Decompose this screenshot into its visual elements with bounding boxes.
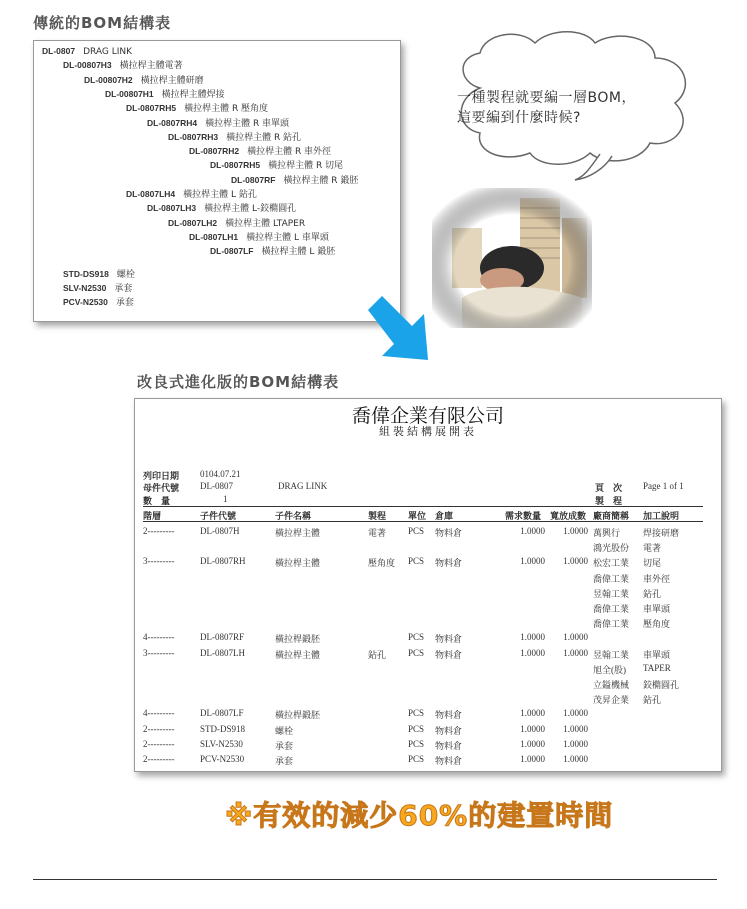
bom-tree-desc: 承套 <box>114 283 133 294</box>
parent-name-value: DRAG LINK <box>278 481 328 491</box>
table-cell: PCS <box>408 708 425 719</box>
bom-tree-row <box>147 203 296 215</box>
table-cell: SLV-N2530 <box>200 738 243 749</box>
table-cell-vendor: 茂昇企業 <box>593 695 630 706</box>
table-cell: 承套 <box>275 740 294 751</box>
table-cell-qty: 1.0000 <box>520 526 545 536</box>
table-cell-vendor: 喬偉工業 <box>593 604 630 614</box>
table-cell-allow: 1.0000 <box>563 632 588 643</box>
table-cell-vendor: 昱翰工業 <box>593 649 630 660</box>
table-header-cell: 寬放成數 <box>550 511 587 521</box>
table-cell-qty: 1.0000 <box>520 754 545 764</box>
bom-tree-row <box>63 297 134 309</box>
table-cell: PCS <box>408 723 425 734</box>
bom-tree-code: DL-0807RH4 <box>147 117 198 128</box>
table-cell: 3--------- <box>143 647 175 658</box>
table-cell: STD-DS918 <box>200 723 246 734</box>
table-cell-vendor: 萬興行 <box>593 528 621 538</box>
table-cell-allow: 1.0000 <box>563 556 588 567</box>
table-cell: 物料倉 <box>435 528 463 538</box>
table-cell: 4--------- <box>143 632 175 643</box>
table-cell-vendor: 旭全(股) <box>593 664 626 675</box>
table-cell-qty: 1.0000 <box>520 738 545 749</box>
table-header-cell: 製程 <box>368 511 387 521</box>
bom-tree-code: DL-00807H2 <box>84 74 133 85</box>
bom-tree-row <box>168 218 305 230</box>
table-header-cell: 子件代號 <box>200 511 237 521</box>
table-cell-process-desc: TAPER <box>643 662 671 673</box>
table-cell: 物料倉 <box>435 740 463 751</box>
table-cell-qty: 1.0000 <box>520 556 545 567</box>
table-cell-process-desc: 壓角度 <box>643 619 671 630</box>
bom-tree-code: DL-00807H1 <box>105 88 154 99</box>
table-cell: 2--------- <box>143 723 175 734</box>
improvement-banner: ※有效的減少60%的建置時間 <box>225 799 614 832</box>
speech-line-1: 一種製程就要編一層BOM， <box>457 90 636 106</box>
bom-tree-code: DL-0807LH1 <box>189 231 239 242</box>
bom-tree-desc: 橫拉桿主體 R 壓角度 <box>184 104 269 115</box>
bom-tree-row <box>63 283 132 295</box>
table-cell-process-desc: 鉆孔 <box>643 588 662 599</box>
legacy-bom-heading: 傳統的BOM結構表 <box>33 14 172 32</box>
table-cell: DL-0807LF <box>200 708 244 719</box>
bom-tree-desc: 橫拉桿主體研磨 <box>140 75 204 86</box>
bom-tree-row <box>63 269 135 281</box>
table-cell: DL-0807LH <box>200 647 245 658</box>
table-cell: 物料倉 <box>435 725 463 736</box>
table-cell: 物料倉 <box>435 649 463 660</box>
bom-tree-row <box>147 118 289 130</box>
bom-tree-desc: 橫拉桿主體焊接 <box>161 89 225 100</box>
table-cell-qty: 1.0000 <box>520 708 545 719</box>
bom-tree-desc: DRAG LINK <box>83 47 133 57</box>
bom-tree-desc: 橫拉桿主體 LTAPER <box>225 218 306 229</box>
table-header-cell: 單位 <box>408 511 427 521</box>
table-cell-vendor: 喬偉工業 <box>593 619 630 630</box>
table-header-cell: 廠商簡稱 <box>593 511 630 521</box>
bom-tree-desc: 橫拉桿主體 L-鉸橢圓孔 <box>204 204 297 215</box>
tired-worker-photo <box>432 188 592 328</box>
page-value: Page 1 of 1 <box>643 481 684 491</box>
table-cell-vendor: 鴻光股份 <box>593 543 630 554</box>
table-header-cell: 需求數量 <box>505 511 542 521</box>
bom-tree-row <box>126 189 257 201</box>
table-cell-vendor: 喬偉工業 <box>593 573 630 584</box>
table-cell: PCS <box>408 632 425 643</box>
bom-tree-code: DL-0807RH2 <box>189 146 240 157</box>
table-cell-vendor: 松宏工業 <box>593 558 630 569</box>
bom-tree-code: DL-00807H3 <box>63 60 112 71</box>
bom-tree-desc: 橫拉桿主體 L 鉆孔 <box>183 190 257 200</box>
table-cell: 橫拉桿主體 <box>275 558 321 569</box>
page-label: 頁 次 <box>595 483 623 493</box>
bom-tree-row <box>84 75 204 87</box>
bom-tree-desc: 橫拉桿主體 R 鉆孔 <box>226 132 302 143</box>
bom-tree-desc: 橫拉桿主體電著 <box>119 61 183 72</box>
footer-divider <box>33 879 717 880</box>
table-cell: 電著 <box>368 528 387 538</box>
bom-tree-desc: 螺栓 <box>116 269 135 280</box>
table-cell: 物料倉 <box>435 634 463 645</box>
table-cell-allow: 1.0000 <box>563 738 588 749</box>
bom-tree-desc: 橫拉桿主體 R 車外徑 <box>247 147 332 158</box>
table-cell-process-desc: 鉸橢圓孔 <box>643 680 680 690</box>
table-cell: 物料倉 <box>435 710 463 721</box>
table-cell: 鉆孔 <box>368 649 387 660</box>
table-header-cell: 加工說明 <box>643 511 680 521</box>
bom-tree-code: DL-0807RF <box>231 174 276 185</box>
bom-tree-code: DL-0807LH4 <box>126 189 176 199</box>
print-date-label: 列印日期 <box>143 471 180 481</box>
improved-bom-heading: 改良式進化版的BOM結構表 <box>137 373 340 391</box>
table-cell-allow: 1.0000 <box>563 754 588 764</box>
table-cell: 橫拉桿鍛胚 <box>275 710 321 721</box>
bom-tree-code: DL-0807LH3 <box>147 203 197 214</box>
table-cell: PCS <box>408 647 425 658</box>
bom-tree-code: DL-0807RH5 <box>126 103 177 114</box>
process-label: 製 程 <box>595 496 623 506</box>
qty-value: 1 <box>223 494 228 504</box>
bom-tree-desc: 橫拉桿主體 L 鍛胚 <box>261 247 336 258</box>
table-cell: PCS <box>408 526 425 536</box>
table-cell: 橫拉桿鍛胚 <box>275 634 321 645</box>
table-cell-vendor: 立鎰機械 <box>593 680 630 690</box>
table-cell: PCS <box>408 556 425 567</box>
table-cell-process-desc: 電著 <box>643 543 662 554</box>
table-cell-qty: 1.0000 <box>520 647 545 658</box>
table-cell-allow: 1.0000 <box>563 708 588 719</box>
table-cell: 2--------- <box>143 738 175 749</box>
table-cell: DL-0807RF <box>200 632 245 643</box>
bom-tree-row <box>126 103 268 115</box>
bom-tree-desc: 橫拉桿主體 L 車單頭 <box>246 232 329 243</box>
table-cell-process-desc: 車外徑 <box>643 573 671 584</box>
bom-tree-code: PCV-N2530 <box>63 297 108 308</box>
bom-tree-code: DL-0807 <box>42 46 76 56</box>
table-cell-process-desc: 車單頭 <box>643 604 671 614</box>
table-cell: PCV-N2530 <box>200 754 245 764</box>
table-cell-process-desc: 切尾 <box>643 558 662 569</box>
bom-tree-row <box>189 232 329 244</box>
table-cell: 承套 <box>275 756 294 766</box>
bom-tree-desc: 橫拉桿主體 R 車單頭 <box>205 118 290 129</box>
speech-bubble-text <box>457 88 692 128</box>
table-header-cell: 倉庫 <box>435 511 454 521</box>
bom-report-panel <box>134 398 722 772</box>
speech-line-2: 這要編到什麼時候? <box>457 110 581 126</box>
bom-tree-row <box>42 46 132 58</box>
table-cell-process-desc: 鉆孔 <box>643 695 662 706</box>
table-cell-process-desc: 車單頭 <box>643 649 671 660</box>
table-cell: 物料倉 <box>435 756 463 766</box>
company-name: 喬偉企業有限公司 <box>351 405 504 427</box>
table-cell: 壓角度 <box>368 558 396 569</box>
bom-tree-code: DL-0807RH3 <box>168 131 219 142</box>
table-cell-allow: 1.0000 <box>563 647 588 658</box>
bom-tree-code: DL-0807RH5 <box>210 160 261 171</box>
bom-tree-desc: 橫拉桿主體 R 切尾 <box>268 161 344 172</box>
table-header-cell: 階層 <box>143 511 162 521</box>
bom-tree-row <box>189 146 331 158</box>
bom-tree-row <box>210 246 335 258</box>
bom-tree-code: DL-0807LH2 <box>168 217 218 228</box>
bom-tree-code: STD-DS918 <box>63 268 109 279</box>
qty-label: 數 量 <box>143 496 171 506</box>
table-cell: 2--------- <box>143 526 175 536</box>
table-header-cell: 子件名稱 <box>275 511 312 521</box>
table-cell: 4--------- <box>143 708 175 719</box>
parent-code-label: 母件代號 <box>143 483 180 493</box>
table-cell-process-desc: 焊接研磨 <box>643 528 680 538</box>
bom-tree-row <box>63 60 183 72</box>
print-date-value: 0104.07.21 <box>200 469 241 479</box>
table-cell-allow: 1.0000 <box>563 526 588 536</box>
bom-tree-desc: 承套 <box>115 298 134 309</box>
table-cell-qty: 1.0000 <box>520 723 545 734</box>
table-cell-allow: 1.0000 <box>563 723 588 734</box>
table-cell: 橫拉桿主體 <box>275 649 321 660</box>
bom-tree-row <box>168 132 301 144</box>
bom-tree-row <box>105 89 225 101</box>
header-top-rule <box>143 506 703 507</box>
table-cell: PCS <box>408 754 425 764</box>
bom-tree-code: DL-0807LF <box>210 246 254 257</box>
table-cell: 橫拉桿主體 <box>275 528 321 538</box>
bom-tree-desc: 橫拉桿主體 R 鍛胚 <box>283 175 359 186</box>
parent-code-value: DL-0807 <box>200 481 233 491</box>
down-right-arrow-icon <box>360 290 440 370</box>
table-cell: 物料倉 <box>435 558 463 569</box>
table-cell: 3--------- <box>143 556 175 567</box>
table-cell: 螺栓 <box>275 725 294 736</box>
table-cell-vendor: 昱翰工業 <box>593 588 630 599</box>
report-title: 組裝結構展開表 <box>379 425 477 438</box>
legacy-bom-panel <box>33 40 401 322</box>
bom-tree-code: SLV-N2530 <box>63 282 107 293</box>
table-cell: PCS <box>408 738 425 749</box>
table-cell-qty: 1.0000 <box>520 632 545 643</box>
table-cell: 2--------- <box>143 754 175 764</box>
bom-tree-row <box>210 160 343 172</box>
table-cell: DL-0807H <box>200 526 240 536</box>
bom-tree-row <box>231 175 358 187</box>
table-cell: DL-0807RH <box>200 556 246 567</box>
